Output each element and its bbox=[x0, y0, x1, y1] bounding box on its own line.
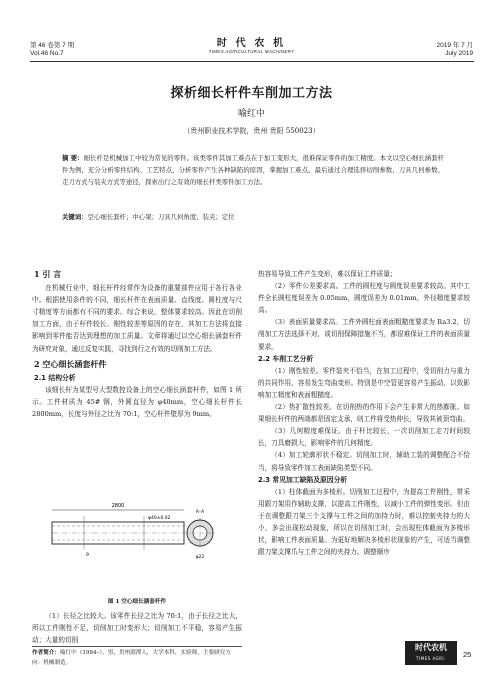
section-2-1-title: 2.1 结构分析 bbox=[34, 373, 76, 382]
figure-dim-inner: φ22 bbox=[195, 555, 205, 560]
section-2-3-title: 2.3 常见加工缺陷及原因分析 bbox=[258, 475, 348, 484]
abstract-text: 细长杆是机械加工中较为常见的零件。该类零件其加工难点在于加工变形大，很难保证零件的加工精度。本文以空心细长涵套杆件为例，充分分析零件结构、工艺特点，分析零件产生各种缺陷的原因，掌握加工难点。最后通过合理选择切削参数、刀具几何参数、走刀方式与装夹方式等途径，探索出行之有效的细长杆类零件加工方法。 bbox=[62, 154, 445, 187]
keywords-label: 关键词： bbox=[62, 213, 88, 221]
article-affiliation: （贵州职业技术学院，贵州 贵阳 550023） bbox=[183, 127, 320, 135]
keywords-text: 空心细长套杆；中心架；刀具几何角度；装夹；定位 bbox=[87, 213, 235, 221]
header-journal-cn: 时 代 农 机 bbox=[216, 38, 287, 49]
article-title: 探析细长杆件车削加工方法 bbox=[170, 86, 333, 101]
figure-1-drawing bbox=[44, 496, 218, 592]
right-paragraph-3: （1）刚性较差。零件装夹不恰当，在加工过程中，受切削力与重力的共同作用，容易发生弯曲变形。特别是中空管更容易产生振动，以致影响加工精度和表面粗糙度。 bbox=[258, 366, 470, 399]
right-paragraph-4: （2）热扩散性较差。在切削热的作用下会产生非常大的热膨胀。如果细长杆件的两端都是固定支承，则工件将受热伸长，导致其被顶弯曲。 bbox=[258, 403, 470, 424]
right-paragraph-5: （3）几何精度难保证。由于杆比较长，一次切削加工走刀时间较长，刀具磨损大，影响零件的几何精度。 bbox=[258, 427, 470, 448]
header-journal-en: TIMES AGRICULTURAL MACHINERY bbox=[208, 49, 295, 54]
abstract bbox=[62, 152, 444, 189]
figure-dim-diameter: φ40±0.02 bbox=[148, 516, 171, 521]
author-note-text: 喻红中（1984–），男，贵州湄潭人，大学本科，实验师，主要研究方向：机械制造。 bbox=[32, 650, 231, 666]
header-date bbox=[437, 42, 474, 58]
right-paragraph-6: （4）加工轮廓形状不稳定。切削加工时，辅助工装的调整配合不恰当，将导致零件加工表面缺陷类型不同。 bbox=[258, 451, 470, 472]
section-2-1-paragraph-2: （1）长径之比较大。该零件长径之比为 70:1，由于长径之比大，所以工件刚性不足，切削加工时变形大；切削加工不平稳，容易产生振动；大量的切削 bbox=[32, 612, 242, 645]
journal-logo bbox=[405, 641, 457, 665]
header-rule bbox=[30, 61, 474, 62]
figure-dim-length: 2800 bbox=[111, 503, 125, 509]
right-paragraph-0: 热容易导致工件产生变形，难以保证工件质量； bbox=[258, 270, 397, 278]
author-note-label: 作者简介： bbox=[32, 650, 60, 656]
section-2-2-title: 2.2 车削工艺分析 bbox=[258, 354, 314, 363]
section-1-title: 1 引 言 bbox=[34, 269, 62, 279]
journal-logo-cn: 时代农机 bbox=[415, 643, 447, 652]
figure-dim-wall: 9 bbox=[86, 553, 89, 558]
left-column-bottom bbox=[32, 610, 242, 646]
author-note bbox=[32, 648, 242, 668]
header-date-cn: 2019 年 7 月 bbox=[436, 42, 473, 49]
section-1-paragraph: 在机械行业中，细长杆件经常作为设备的重要部件应用于各行各业中。根据使用条件的不同，细长杆件在表面质量、直线度、圆柱度与尺寸精度等方面都有不同的要求。综合来说，整体要求较高。因此在切削加工方面，由于杆件较长、刚性较差等原因的存在，其加工方法将直接影响到零件能否达到理想的加工质量。文章将通过以空心细长涵套杆件为研究对象，通过反复实践，寻找到行之有效的切削加工方法。 bbox=[32, 284, 242, 353]
header-date-en: July 2019 bbox=[445, 50, 473, 57]
right-column bbox=[258, 268, 470, 558]
article-author: 喻红中 bbox=[237, 109, 265, 119]
header-volume-en: Vol.46 No.7 bbox=[30, 50, 64, 57]
header-journal bbox=[0, 40, 503, 56]
left-column bbox=[32, 268, 242, 420]
right-paragraph-7: （1）柱体截面为多棱形。切削加工过程中，为提高工件刚性，常采用跟刀架用作辅助支撑，以提高工件刚性，以减小工件的弹性变形。但由于在调整跟刀架三个支撑与工件之间的加持力时，难以控制夹持力的大小，多会出现松动现象，所以在切削加工时，会出现柱体截面为多棱形状，影响工件表面质量。为更好地解决多棱形状现象的产生，可适当调整跟刀架支撑爪与工件之间的夹持力。调整顺序 bbox=[258, 487, 470, 557]
journal-logo-en: TIMES AGRI. bbox=[416, 656, 446, 661]
author-note-rule bbox=[32, 646, 242, 647]
section-2-1-paragraph: 该细长杆为某型号大型数控设备上的空心细长涵套杆件，如图 1 所示。工件材质为 45# 钢，外圆直径为 φ40mm，空心细长杆件长 2800mm，长度与外径之比为 70:1，空心杆件壁厚为 9mm。 bbox=[32, 385, 242, 419]
keywords bbox=[62, 211, 444, 223]
right-paragraph-1: （2）零件公差要求高。工件的圆柱度与圆度误差要求较高。其中工件全长圆柱度误差为 0.05mm，圆度误差为 0.01mm，外径精度要求较高。 bbox=[258, 282, 470, 315]
abstract-label: 摘 要： bbox=[62, 154, 84, 162]
header-volume-cn: 第 46 卷第 7 期 bbox=[30, 42, 75, 49]
page-number: 25 bbox=[463, 650, 472, 659]
figure-section-label: A–A bbox=[195, 510, 205, 515]
figure-1-caption: 图 1 空心细长涵套杆件 bbox=[107, 599, 167, 605]
section-2-title: 2 空心细长涵套杆件 bbox=[34, 358, 107, 369]
right-paragraph-2: （3）表面质量要求高。工件外圆柱面表面粗糙度要求为 Ra3.2，切削加工方法选择不对，或切削保障措施不当，都很难保证工件的表面质量要求。 bbox=[258, 318, 470, 351]
